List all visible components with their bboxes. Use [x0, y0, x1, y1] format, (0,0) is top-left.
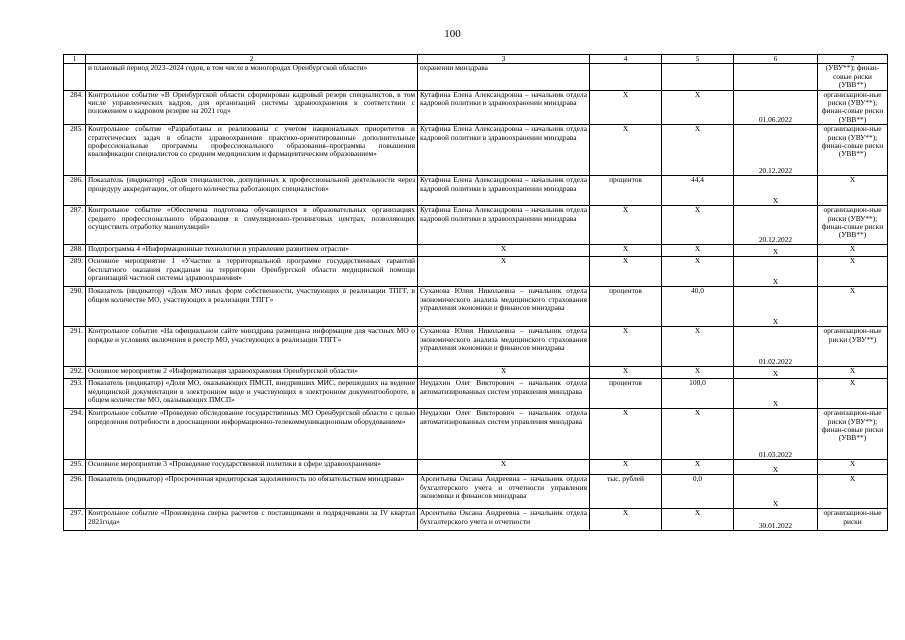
- responsible-person-text: Х: [500, 459, 507, 469]
- deadline-cell-text: Х: [772, 195, 779, 205]
- row-description: [86, 64, 418, 90]
- risk-cell: [818, 327, 888, 367]
- deadline-cell: [734, 90, 818, 125]
- unit-cell: [590, 64, 662, 90]
- risk-cell-text: Х: [849, 244, 856, 254]
- table-row: [64, 257, 888, 287]
- row-description-text: Контрольное событие «Проведено обследование государственных МО Оренбургской области с целью определения потребности в дооснащении информационно-телекоммуникационным оборудованием»: [88, 408, 415, 426]
- responsible-person: [418, 206, 590, 245]
- deadline-cell: [734, 245, 818, 257]
- unit-cell: [590, 287, 662, 327]
- row-description-text: Контрольное событие «На официальном сайте минздрава размещена информация для частных МО о порядке и условиях включения в реестр МО, участвующих в реализации ТПГГ»: [88, 326, 415, 344]
- unit-cell-text: Х: [622, 205, 629, 215]
- deadline-cell: [734, 475, 818, 509]
- risk-cell-text: Х: [849, 175, 856, 185]
- row-description: [86, 409, 418, 460]
- value-cell-text: Х: [694, 244, 701, 254]
- deadline-cell-text: 30.01.2022: [758, 520, 793, 530]
- value-cell-text: Х: [694, 256, 701, 266]
- responsible-person: [418, 379, 590, 409]
- responsible-person: [418, 460, 590, 475]
- table-row: [64, 460, 888, 475]
- risk-cell-text: организацион-ные риски (УВУ**); финан-совые риски (УВВ**): [821, 124, 884, 159]
- value-cell-text: 0,0: [692, 474, 703, 484]
- value-cell-text: 44,4: [691, 175, 704, 185]
- unit-cell-text: Х: [622, 408, 629, 418]
- deadline-cell: [734, 409, 818, 460]
- responsible-person-text: Арсентьева Оксана Андреевна – начальник отдела бухгалтерского учета и отчетности: [420, 508, 587, 526]
- row-number-text: 293.: [70, 378, 83, 388]
- deadline-cell: [734, 509, 818, 531]
- risk-cell-text: организацион-ные риски (УВУ**); финан-совые риски (УВВ**): [821, 89, 884, 124]
- row-number-text: 287.: [70, 205, 83, 215]
- risk-cell: [818, 90, 888, 125]
- row-description-text: Основное мероприятие 1 «Участие в территориальной программе государственных гарантий бесплатного оказания гражданам на территории Оренбургской области медицинской помощи организаций частной системы здравоохранения»: [88, 256, 415, 283]
- column-header: 6: [734, 55, 818, 64]
- value-cell-text: Х: [694, 408, 701, 418]
- unit-cell-text: Х: [622, 256, 629, 266]
- row-description: [86, 379, 418, 409]
- risk-cell: [818, 125, 888, 176]
- value-cell-text: Х: [694, 205, 701, 215]
- row-number: [64, 409, 86, 460]
- value-cell-text: Х: [694, 459, 701, 469]
- row-description: [86, 460, 418, 475]
- deadline-cell-text: 01.02.2022: [758, 356, 793, 366]
- value-cell: [662, 176, 734, 206]
- unit-cell: [590, 90, 662, 125]
- row-number-text: 295.: [70, 459, 83, 469]
- unit-cell-text: Х: [622, 124, 629, 134]
- value-cell: [662, 257, 734, 287]
- row-number-text: 292.: [70, 366, 83, 376]
- row-description-text: Контрольное событие «Произведена сверка расчетов с поставщиками и подрядчиками за IV квартал 2021года»: [88, 508, 415, 526]
- risk-cell: [818, 460, 888, 475]
- risk-cell: [818, 245, 888, 257]
- row-number: [64, 367, 86, 379]
- table-row: [64, 509, 888, 531]
- row-description: [86, 367, 418, 379]
- risk-cell-text: Х: [849, 474, 856, 484]
- risk-cell: [818, 64, 888, 90]
- responsible-person-text: Кутафина Елена Александровна – начальник отдела кадровой политики в здравоохранении минздрава: [420, 124, 587, 142]
- table-row: [64, 409, 888, 460]
- value-cell-text: Х: [694, 124, 701, 134]
- value-cell-text: 40,0: [691, 286, 704, 296]
- row-description-text: Показатель (индикатор) «Просроченная кредиторская задолженность по обязательствам минздрава»: [88, 474, 405, 484]
- row-description: [86, 125, 418, 176]
- deadline-cell: [734, 460, 818, 475]
- table-row: [64, 64, 888, 90]
- unit-cell-text: Х: [622, 326, 629, 336]
- program-table: [63, 54, 888, 531]
- deadline-cell-text: Х: [772, 398, 779, 408]
- table-row: [64, 245, 888, 257]
- deadline-cell: [734, 287, 818, 327]
- unit-cell: [590, 379, 662, 409]
- deadline-cell: [734, 257, 818, 287]
- responsible-person-text: охранении минздрава: [420, 63, 488, 73]
- value-cell-text: 100,0: [689, 378, 706, 388]
- deadline-cell-text: Х: [772, 316, 779, 326]
- unit-cell: [590, 206, 662, 245]
- table-row: [64, 125, 888, 176]
- row-number: [64, 379, 86, 409]
- row-number-text: 294.: [70, 408, 83, 418]
- row-number: [64, 206, 86, 245]
- column-header: 1: [64, 55, 86, 64]
- value-cell-text: Х: [694, 89, 701, 99]
- column-header: 3: [418, 55, 590, 64]
- table-row: [64, 367, 888, 379]
- deadline-cell: [734, 176, 818, 206]
- deadline-cell: [734, 206, 818, 245]
- responsible-person-text: Х: [500, 244, 507, 254]
- responsible-person-text: Арсентьева Оксана Андреевна – начальник отдела бухгалтерского учета и отчетности управления экономики и финансов минздрава: [420, 474, 587, 501]
- risk-cell-text: Х: [849, 286, 856, 296]
- deadline-cell-text: 01.03.2022: [758, 449, 793, 459]
- value-cell: [662, 409, 734, 460]
- table-row: [64, 327, 888, 367]
- value-cell: [662, 206, 734, 245]
- value-cell-text: Х: [694, 366, 701, 376]
- responsible-person: [418, 509, 590, 531]
- responsible-person-text: Кутафина Елена Александровна – начальник отдела кадровой политики в здравоохранении минздрава: [420, 205, 587, 223]
- row-description: [86, 287, 418, 327]
- risk-cell-text: Х: [849, 378, 856, 388]
- responsible-person: [418, 475, 590, 509]
- risk-cell-text: организацион-ные риски (УВУ**); финан-совые риски (УВВ**): [821, 205, 884, 240]
- deadline-cell: [734, 125, 818, 176]
- row-number: [64, 475, 86, 509]
- row-number-text: 290.: [70, 286, 83, 296]
- row-number-text: 284.: [70, 89, 83, 99]
- deadline-cell-text: Х: [772, 368, 779, 378]
- unit-cell-text: тыс. рублей: [607, 474, 644, 484]
- column-header: 4: [590, 55, 662, 64]
- risk-cell-text: Х: [849, 256, 856, 266]
- deadline-cell-text: Х: [772, 246, 779, 256]
- row-description-text: Контрольное событие «Разработаны и реализованы с учетом национальных приоритетов и стратегических задач в области здравоохранения практико-ориентированные дополнительные профессиональные программы профессионального образования–программы повышения квалификации специалистов со средним медицинским и фармацевтическим образованием»: [88, 124, 415, 159]
- responsible-person-text: Неудахин Олег Викторович – начальник отдела автоматизированных систем управления минздрава: [420, 408, 587, 426]
- row-description-text: Показатель (индикатор) «Доля МО, оказывающих ПМСП, внедривших МИС, перешедших на ведение медицинской документации в электронном виде и участвующих в электронном документообороте, в общем количестве МО, оказывающих ПМСП»: [88, 378, 415, 405]
- row-number: [64, 460, 86, 475]
- risk-cell-text: (УВУ**); финан-сoвые риски (УВВ**): [825, 63, 880, 90]
- deadline-cell-text: 20.12.2022: [758, 234, 793, 244]
- responsible-person: [418, 257, 590, 287]
- risk-cell-text: организацион-ные риски (УВУ**): [823, 326, 882, 344]
- row-number-text: 296.: [70, 474, 83, 484]
- deadline-cell-text: 20.12.2022: [758, 165, 793, 175]
- row-number-text: 297.: [70, 508, 83, 518]
- value-cell: [662, 367, 734, 379]
- risk-cell: [818, 475, 888, 509]
- risk-cell-text: организацион-ные риски (УВУ**); финан-совые риски (УВВ**): [821, 408, 884, 443]
- unit-cell: [590, 367, 662, 379]
- unit-cell: [590, 257, 662, 287]
- row-description: [86, 245, 418, 257]
- row-description: [86, 176, 418, 206]
- deadline-cell-text: Х: [772, 464, 779, 474]
- row-number: [64, 287, 86, 327]
- unit-cell-text: Х: [622, 244, 629, 254]
- unit-cell-text: Х: [622, 89, 629, 99]
- unit-cell-text: процентов: [609, 286, 642, 296]
- unit-cell-text: Х: [622, 508, 629, 518]
- risk-cell: [818, 367, 888, 379]
- row-number: [64, 509, 86, 531]
- risk-cell: [818, 257, 888, 287]
- row-description: [86, 90, 418, 125]
- deadline-cell-text: Х: [772, 498, 779, 508]
- row-description: [86, 475, 418, 509]
- row-description-text: Основное мероприятие 3 «Проведение государственной политики в сфере здравоохранения»: [88, 459, 381, 469]
- value-cell: [662, 509, 734, 531]
- unit-cell: [590, 475, 662, 509]
- responsible-person: [418, 287, 590, 327]
- row-number-text: 288.: [70, 244, 83, 254]
- row-number: [64, 125, 86, 176]
- deadline-cell: [734, 367, 818, 379]
- deadline-cell: [734, 64, 818, 90]
- responsible-person: [418, 367, 590, 379]
- risk-cell-text: Х: [849, 366, 856, 376]
- row-number: [64, 245, 86, 257]
- unit-cell: [590, 327, 662, 367]
- value-cell-text: Х: [694, 508, 701, 518]
- deadline-cell: [734, 379, 818, 409]
- value-cell: [662, 475, 734, 509]
- row-number-text: 286.: [70, 175, 83, 185]
- risk-cell: [818, 379, 888, 409]
- unit-cell: [590, 125, 662, 176]
- responsible-person-text: Кутафина Елена Александровна – начальник отдела кадровой политики в здравоохранении минздрава: [420, 175, 587, 193]
- row-description-text: Основное мероприятие 2 «Информатизация здравоохранения Оренбургской области»: [88, 366, 358, 376]
- table-row: [64, 90, 888, 125]
- value-cell: [662, 245, 734, 257]
- unit-cell: [590, 509, 662, 531]
- unit-cell: [590, 409, 662, 460]
- table-row: [64, 206, 888, 245]
- responsible-person: [418, 245, 590, 257]
- responsible-person: [418, 125, 590, 176]
- responsible-person: [418, 409, 590, 460]
- risk-cell: [818, 206, 888, 245]
- value-cell-text: Х: [694, 326, 701, 336]
- deadline-cell-text: 01.06.2022: [758, 114, 793, 124]
- row-number-text: 285.: [70, 124, 83, 134]
- risk-cell-text: Х: [849, 459, 856, 469]
- unit-cell-text: процентов: [609, 175, 642, 185]
- responsible-person: [418, 176, 590, 206]
- responsible-person-text: Х: [500, 366, 507, 376]
- row-description: [86, 327, 418, 367]
- value-cell: [662, 90, 734, 125]
- responsible-person-text: Х: [500, 256, 507, 266]
- risk-cell: [818, 287, 888, 327]
- unit-cell: [590, 176, 662, 206]
- row-number: [64, 176, 86, 206]
- value-cell: [662, 460, 734, 475]
- value-cell: [662, 287, 734, 327]
- unit-cell-text: процентов: [609, 378, 642, 388]
- unit-cell: [590, 245, 662, 257]
- risk-cell: [818, 509, 888, 531]
- column-header: 5: [662, 55, 734, 64]
- row-number: [64, 327, 86, 367]
- table-row: [64, 379, 888, 409]
- row-number-text: 291.: [70, 326, 83, 336]
- table-row: [64, 176, 888, 206]
- risk-cell: [818, 409, 888, 460]
- responsible-person: [418, 90, 590, 125]
- row-description: [86, 206, 418, 245]
- row-description-text: Контрольное событие «Обеспечена подготовка обучающихся в образовательных организациях среднего профессионального образования в симуляционно-тренинговых центрах, позволяющих осуществить отработку манипуляций»: [88, 205, 415, 232]
- responsible-person: [418, 327, 590, 367]
- risk-cell-text: организацион-ные риски: [823, 508, 882, 526]
- responsible-person-text: Суханова Юлия Николаевна – начальник отдела экономического анализа медицинского страхования управления экономики и финансов минздрава: [420, 326, 587, 353]
- risk-cell: [818, 176, 888, 206]
- column-header: 2: [86, 55, 418, 64]
- value-cell: [662, 64, 734, 90]
- row-description: [86, 257, 418, 287]
- row-number: [64, 64, 86, 90]
- value-cell: [662, 379, 734, 409]
- responsible-person-text: Неудахин Олег Викторович – начальник отдела автоматизированных систем управления минздрава: [420, 378, 587, 396]
- row-description-text: Показатель (индикатор) «Доля специалистов, допущенных к профессиональной деятельности через процедуру аккредитации, от общего количества работающих специалистов»: [88, 175, 415, 193]
- deadline-cell: [734, 327, 818, 367]
- row-description-text: и плановый период 2023–2024 годов, в том числе в моногородах Оренбургской области»: [88, 63, 368, 73]
- deadline-cell-text: Х: [772, 276, 779, 286]
- column-header: 7: [818, 55, 888, 64]
- responsible-person-text: Суханова Юлия Николаевна – начальник отдела экономического анализа медицинского страхования управления экономики и финансов минздрава: [420, 286, 587, 313]
- table-row: [64, 475, 888, 509]
- unit-cell-text: Х: [622, 366, 629, 376]
- responsible-person: [418, 64, 590, 90]
- table-row: [64, 287, 888, 327]
- row-description: [86, 509, 418, 531]
- row-description-text: Подпрограмма 4 «Информационные технологии и управление развитием отрасли»: [88, 244, 349, 254]
- row-number-text: 289.: [70, 256, 83, 266]
- unit-cell: [590, 460, 662, 475]
- row-description-text: Контрольное событие «В Оренбургской области сформирован кадровый резерв специалистов, в том числе управленческих кадров, для организаций системы здравоохранения в соответствии с положением о кадровом резерве на 2021 год»: [88, 89, 415, 116]
- row-number: [64, 90, 86, 125]
- unit-cell-text: Х: [622, 459, 629, 469]
- value-cell: [662, 327, 734, 367]
- row-number: [64, 257, 86, 287]
- page-number: 100: [444, 28, 461, 40]
- row-description-text: Показатель (индикатор) «Доля МО иных форм собственности, участвующих в реализации ТПГГ, в общем количестве МО, участвующих в реализации ТПГГ»: [88, 286, 415, 304]
- value-cell: [662, 125, 734, 176]
- responsible-person-text: Кутафина Елена Александровна – начальник отдела кадровой политики в здравоохранении минздрава: [420, 89, 587, 108]
